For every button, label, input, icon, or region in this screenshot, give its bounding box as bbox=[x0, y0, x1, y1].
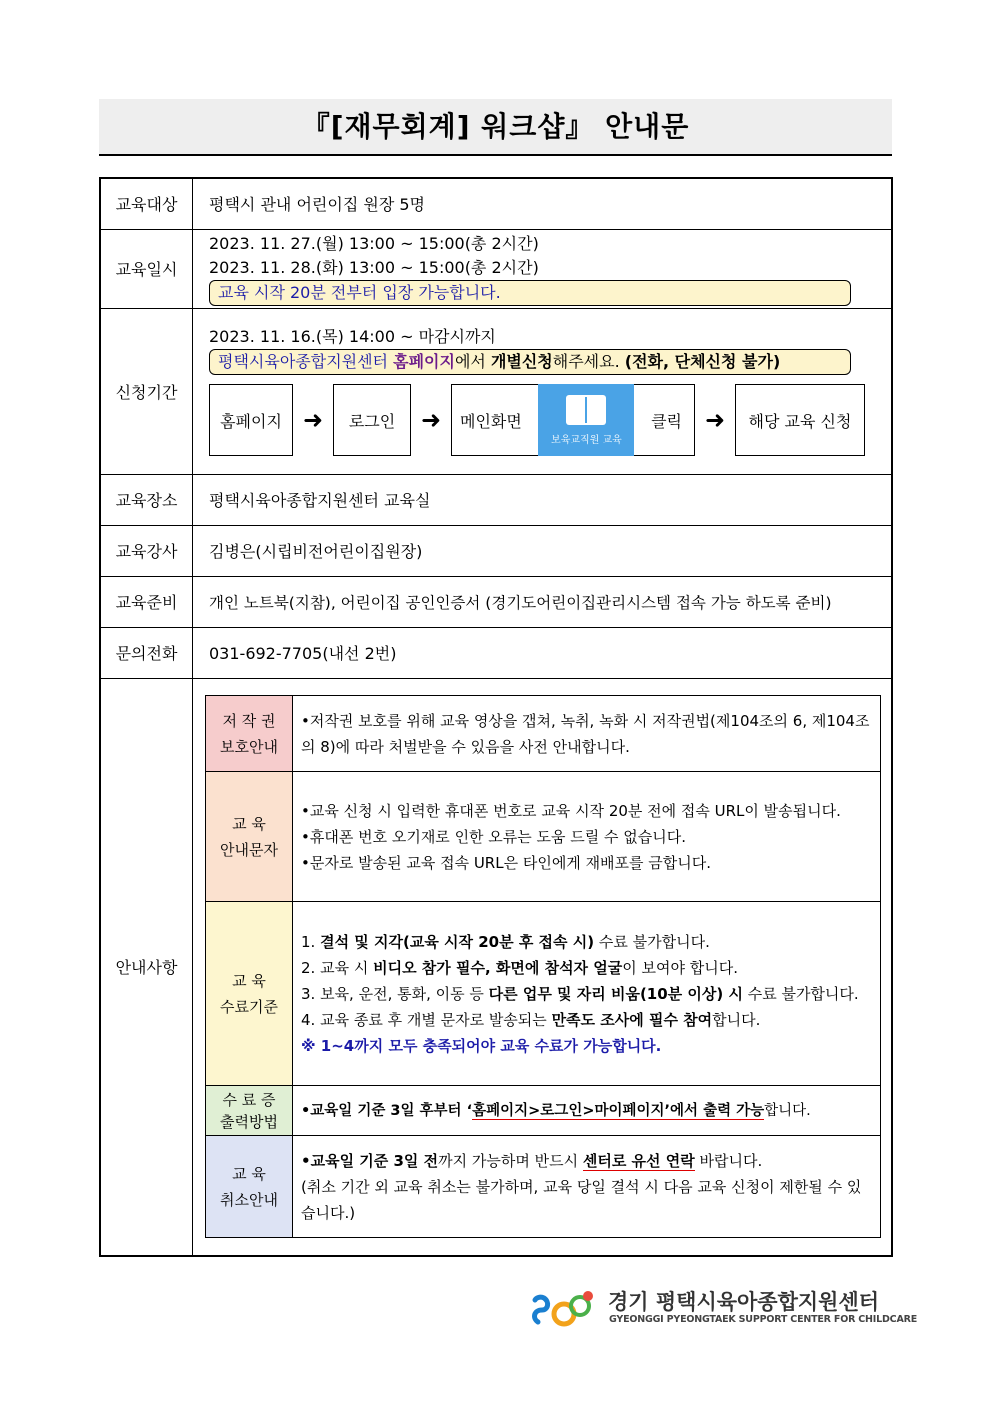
homepage-link[interactable]: 홈페이지 bbox=[393, 352, 455, 371]
arrow-icon: ➜ bbox=[704, 406, 726, 434]
label-place: 교육장소 bbox=[100, 474, 193, 525]
sms-bullet-1: •교육 신청 시 입력한 휴대폰 번호로 교육 시작 20분 전에 접속 URL이 발송됩니다. bbox=[301, 801, 841, 820]
value-phone: 031-692-7705(내선 2번) bbox=[193, 627, 893, 678]
guide-label-certificate: 수 료 증 출력방법 bbox=[206, 1086, 293, 1136]
guide-label-cancel: 교 육 취소안내 bbox=[206, 1136, 293, 1238]
guide-label-copyright: 저 작 권 보호안내 bbox=[206, 696, 293, 772]
guide-completion bbox=[206, 902, 881, 1086]
label-target: 교육대상 bbox=[100, 178, 193, 229]
center-logo-icon bbox=[530, 1288, 598, 1330]
row-target bbox=[100, 178, 892, 229]
value-teacher: 김병은(시립비전어린이집원장) bbox=[193, 525, 893, 576]
row-date bbox=[100, 229, 892, 308]
completion-item-3: 3. 보육, 운전, 통화, 이동 등 다른 업무 및 자리 비움(10분 이상) 시 수료 불가합니다. bbox=[301, 984, 859, 1003]
apply-period: 2023. 11. 16.(목) 14:00 ~ 마감시까지 bbox=[209, 327, 496, 346]
cancel-line: •교육일 기준 3일 전까지 가능하며 반드시 센터로 유선 연락 바랍니다. bbox=[301, 1151, 763, 1170]
cancel-note: (취소 기간 외 교육 취소는 불가하며, 교육 당일 결석 시 다음 교육 신청이 제한될 수 있습니다.) bbox=[301, 1177, 862, 1222]
label-guide: 안내사항 bbox=[100, 678, 193, 1256]
completion-item-2: 2. 교육 시 비디오 참가 필수, 화면에 참석자 얼굴이 보여야 합니다. bbox=[301, 958, 739, 977]
step-login: 로그인 bbox=[333, 384, 411, 456]
apply-note: 평택시육아종합지원센터 홈페이지에서 개별신청해주세요. (전화, 단체신청 불가) bbox=[209, 349, 851, 375]
arrow-icon: ➜ bbox=[420, 406, 442, 434]
title-banner bbox=[99, 99, 892, 156]
sms-bullet-2: •휴대폰 번호 오기재로 인한 오류는 도움 드릴 수 없습니다. bbox=[301, 827, 687, 846]
info-table bbox=[99, 177, 893, 1257]
entry-note: 교육 시작 20분 전부터 입장 가능합니다. bbox=[209, 280, 851, 306]
sms-bullet-3: •문자로 발송된 교육 접속 URL은 타인에게 재배포를 금합니다. bbox=[301, 853, 712, 872]
value-target: 평택시 관내 어린이집 원장 5명 bbox=[193, 178, 893, 229]
label-apply: 신청기간 bbox=[100, 308, 193, 474]
step-main: 메인화면 보육교직원 교육 클릭 bbox=[451, 384, 695, 456]
book-icon bbox=[566, 395, 606, 425]
center-logo bbox=[530, 1284, 918, 1334]
value-place: 평택시육아종합지원센터 교육실 bbox=[193, 474, 893, 525]
center-name-en: GYEONGGI PYEONGTAEK SUPPORT CENTER FOR CHILDCARE bbox=[609, 1314, 918, 1325]
date-line-1: 2023. 11. 27.(월) 13:00 ~ 15:00(총 2시간) bbox=[209, 233, 539, 253]
guide-label-sms: 교 육 안내문자 bbox=[206, 772, 293, 902]
step-homepage: 홈페이지 bbox=[209, 384, 293, 456]
row-prep bbox=[100, 576, 892, 627]
row-place bbox=[100, 474, 892, 525]
label-phone: 문의전화 bbox=[100, 627, 193, 678]
step-apply: 해당 교육 신청 bbox=[735, 384, 865, 456]
guide-certificate: 수 료 증 출력방법 •교육일 기준 3일 후부터 ‘홈페이지>로그인>마이페이지’에서 출력 가능합니다. bbox=[206, 1086, 881, 1136]
completion-item-1: 1. 결석 및 지각(교육 시작 20분 후 접속 시) 수료 불가합니다. bbox=[301, 932, 710, 951]
page-title: 『[재무회계] 워크샵』 안내문 bbox=[301, 110, 690, 143]
label-prep: 교육준비 bbox=[100, 576, 193, 627]
completion-note: ※ 1~4까지 모두 충족되어야 교육 수료가 가능합니다. bbox=[301, 1036, 662, 1055]
center-name-ko: 경기 평택시육아종합지원센터 bbox=[608, 1290, 880, 1314]
arrow-icon: ➜ bbox=[302, 406, 324, 434]
guide-label-completion: 교 육 수료기준 bbox=[206, 902, 293, 1086]
guide-table bbox=[205, 695, 881, 1238]
label-date: 교육일시 bbox=[100, 229, 193, 308]
value-prep: 개인 노트북(지참), 어린이집 공인인증서 (경기도어린이집관리시스템 접속 가능 하도록 준비) bbox=[193, 576, 893, 627]
guide-text-copyright: •저작권 보호를 위해 교육 영상을 갭쳐, 녹취, 녹화 시 저작권법(제104조의 6, 제104조의 8)에 따라 처벌받을 수 있음을 사전 안내합니다. bbox=[293, 696, 881, 772]
label-teacher: 교육강사 bbox=[100, 525, 193, 576]
date-line-2: 2023. 11. 28.(화) 13:00 ~ 15:00(총 2시간) bbox=[209, 257, 539, 277]
row-phone bbox=[100, 627, 892, 678]
guide-cancel bbox=[206, 1136, 881, 1238]
row-teacher bbox=[100, 525, 892, 576]
apply-steps bbox=[209, 383, 891, 457]
guide-copyright bbox=[206, 696, 881, 772]
row-guide bbox=[100, 678, 892, 1256]
teacher-education-button[interactable]: 보육교직원 교육 bbox=[538, 384, 634, 456]
row-apply bbox=[100, 308, 892, 474]
completion-item-4: 4. 교육 종료 후 개별 문자로 발송되는 만족도 조사에 필수 참여합니다. bbox=[301, 1010, 761, 1029]
guide-sms bbox=[206, 772, 881, 902]
